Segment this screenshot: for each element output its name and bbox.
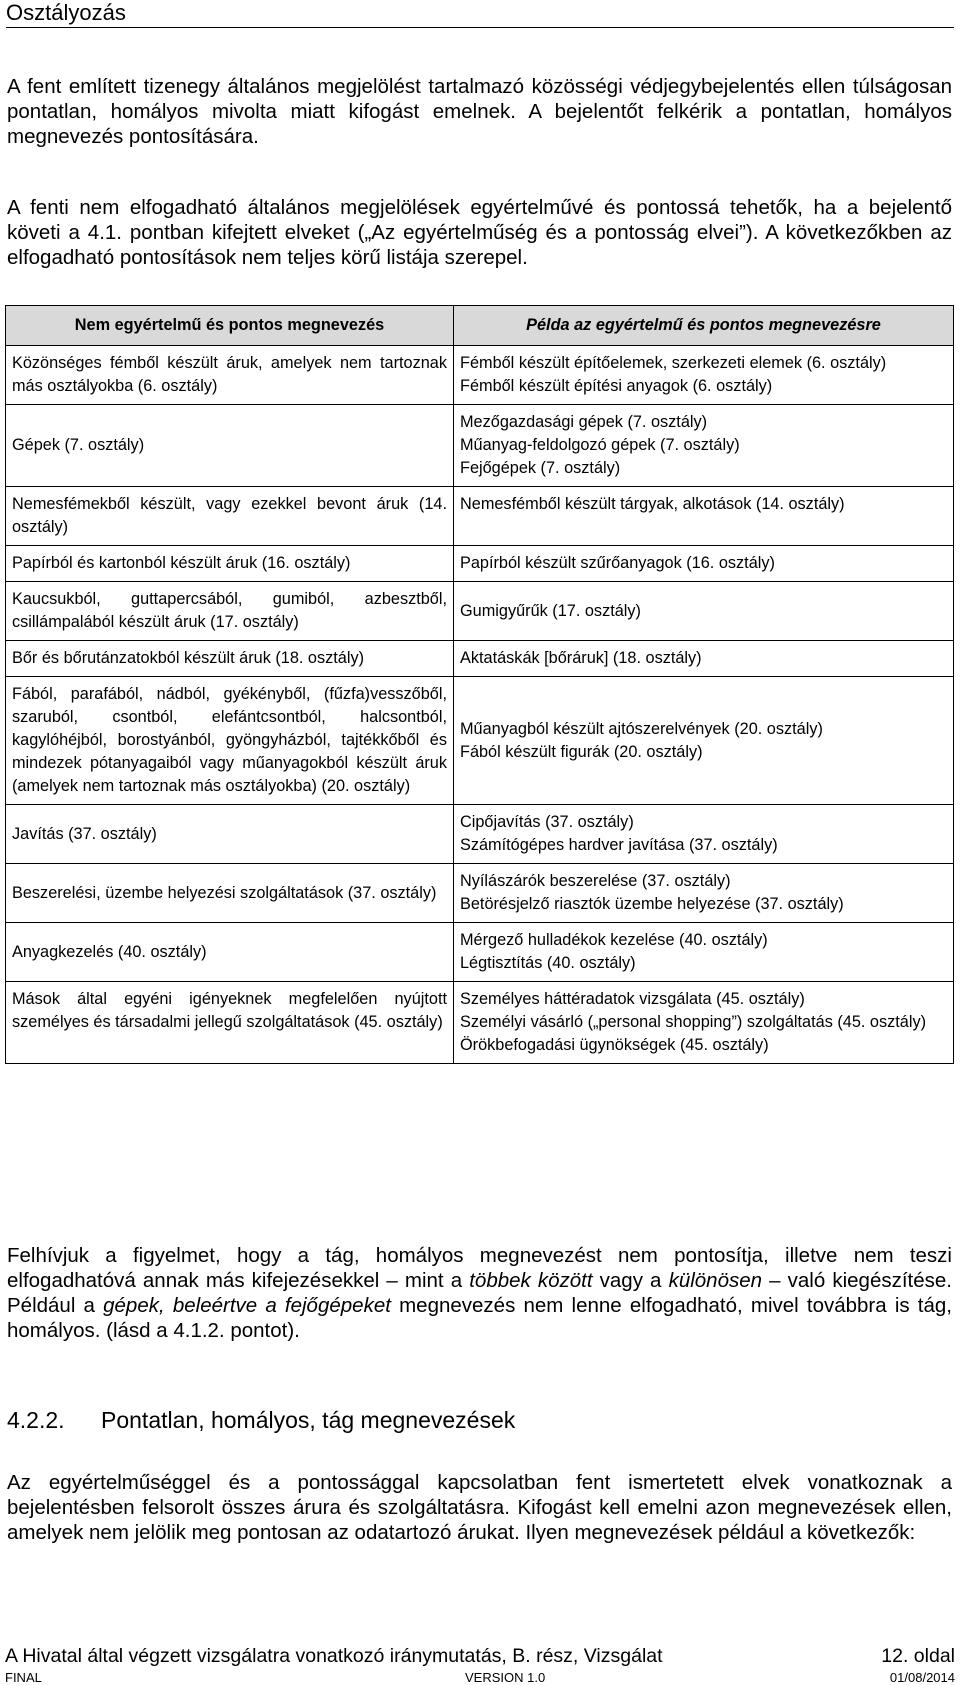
- header-precise-example: Példa az egyértelmű és pontos megnevezésre: [454, 306, 954, 346]
- row-term: Kaucsukból, guttapercsából, gumiból, azbesztből, csillámpalából készült áruk (17. osztály): [6, 582, 454, 641]
- intro-paragraph-1: A fent említett tizenegy általános megjelölést tartalmazó közösségi védjegybejelentés ellen túlságosan pontatlan, homályos mivolta miatt kifogást emelnek. A bejelentőt felkérik a pontatlan, homályos megnevezés pontosítására.: [7, 75, 952, 148]
- notice-text: megnevezés nem lenne elfogadható, mivel továbbra is tág, homályos. (lásd a 4.1.2. pontot).: [7, 1294, 952, 1342]
- notice-text: – való kiegészítése. Például a: [7, 1269, 952, 1317]
- row-term: Nemesfémekből készült, vagy ezekkel bevont áruk (14. osztály): [6, 487, 454, 546]
- intro-paragraph-2: A fenti nem elfogadható általános megjelölések egyértelművé és pontossá tehetők, ha a bejelentő követi a 4.1. pontban kifejtett elveket („Az egyértelműség és a pontosság elvei”). A következőkben az elfogadható pontosítások nem teljes körű listája szerepel.: [7, 196, 952, 269]
- footer-doc-title: A Hivatal által végzett vizsgálatra vonatkozó iránymutatás, B. rész, Vizsgálat: [5, 1645, 663, 1667]
- table-row: [6, 405, 954, 487]
- footer-version: VERSION 1.0: [465, 1670, 546, 1685]
- section-heading: [7, 1405, 515, 1435]
- row-examples: [454, 641, 954, 677]
- table-row: [6, 641, 954, 677]
- example-item: Fémből készült építőelemek, szerkezeti elemek (6. osztály): [460, 354, 887, 372]
- row-examples: [454, 923, 954, 982]
- table-row: [6, 677, 954, 805]
- row-examples: [454, 805, 954, 864]
- row-examples: [454, 546, 954, 582]
- example-item: Mezőgazdasági gépek (7. osztály): [460, 413, 708, 431]
- example-item: Cipőjavítás (37. osztály): [460, 813, 634, 831]
- header-title: Osztályozás: [6, 0, 126, 25]
- example-item: Légtisztítás (40. osztály): [460, 954, 636, 972]
- table-header-row: [6, 306, 954, 346]
- footer: [5, 1644, 955, 1668]
- example-item: Személyes háttéradatok vizsgálata (45. osztály): [460, 990, 805, 1008]
- example-item: Számítógépes hardver javítása (37. osztály): [460, 836, 778, 854]
- row-examples: [454, 487, 954, 546]
- row-examples: [454, 864, 954, 923]
- example-item: Személyi vásárló („personal shopping”) szolgáltatás (45. osztály): [460, 1013, 927, 1031]
- notice-emphasis: többek között: [469, 1269, 593, 1292]
- row-examples: [454, 677, 954, 805]
- footer-status: FINAL: [5, 1670, 42, 1685]
- row-examples: [454, 346, 954, 405]
- row-term: Anyagkezelés (40. osztály): [6, 923, 454, 982]
- section-number: 4.2.2.: [7, 1407, 65, 1433]
- row-term: Fából, parafából, nádból, gyékényből, (fűzfa)vesszőből, szaruból, csontból, elefántcsontból, halcsontból, kagylóhéjból, borostyánból, gyöngyházból, tajtékkőből és mindezek pótanyagaiból vagy műanyagokból készült áruk (amelyek nem tartoznak más osztályokba) (20. osztály): [6, 677, 454, 805]
- table-row: [6, 546, 954, 582]
- example-item: Örökbefogadási ügynökségek (45. osztály): [460, 1036, 769, 1054]
- example-item: Műanyagból készült ajtószerelvények (20. osztály): [460, 719, 823, 738]
- table-row: [6, 864, 954, 923]
- notice-text: Felhívjuk a figyelmet, hogy a tág, homályos megnevezést nem pontosítja, illetve nem teszi elfogadhatóvá annak más kifejezésekkel – mint a: [7, 1244, 952, 1292]
- section-paragraph: Az egyértelműséggel és a pontossággal kapcsolatban fent ismertetett elvek vonatkoznak a bejelentésben felsorolt összes árura és szolgáltatásra. Kifogást kell emelni azon megnevezések ellen, amelyek nem jelölik meg pontosan az odatartozó árukat. Ilyen megnevezések például a következők:: [7, 1471, 952, 1544]
- example-item: Gumigyűrűk (17. osztály): [460, 601, 641, 620]
- example-item: Betörésjelző riasztók üzembe helyezése (37. osztály): [460, 895, 844, 913]
- row-term: Gépek (7. osztály): [6, 405, 454, 487]
- table-row: [6, 487, 954, 546]
- page-header: [6, 0, 954, 28]
- notice-emphasis: különösen: [668, 1269, 763, 1292]
- table-row: [6, 982, 954, 1064]
- header-imprecise: Nem egyértelmű és pontos megnevezés: [6, 306, 454, 346]
- example-item: Fából készült figurák (20. osztály): [460, 742, 703, 761]
- example-item: Aktatáskák [bőráruk] (18. osztály): [460, 649, 702, 667]
- example-item: Nemesfémből készült tárgyak, alkotások (14. osztály): [460, 495, 845, 513]
- table-row: [6, 582, 954, 641]
- example-item: Fejőgépek (7. osztály): [460, 459, 621, 477]
- example-item: Papírból készült szűrőanyagok (16. osztály): [460, 554, 775, 572]
- example-item: Műanyag-feldolgozó gépek (7. osztály): [460, 436, 740, 454]
- row-term: Bőr és bőrutánzatokból készült áruk (18. osztály): [6, 641, 454, 677]
- table-row: [6, 346, 954, 405]
- row-examples: [454, 982, 954, 1064]
- notice-paragraph: [7, 1243, 952, 1343]
- row-term: Mások által egyéni igényeknek megfelelően nyújtott személyes és társadalmi jellegű szolgáltatások (45. osztály): [6, 982, 454, 1064]
- examples-table: [5, 305, 954, 1064]
- table-row: [6, 923, 954, 982]
- row-term: Papírból és kartonból készült áruk (16. osztály): [6, 546, 454, 582]
- row-term: Beszerelési, üzembe helyezési szolgáltatások (37. osztály): [6, 864, 454, 923]
- section-title: Pontatlan, homályos, tág megnevezések: [101, 1407, 516, 1433]
- notice-text: vagy a: [592, 1269, 669, 1292]
- example-item: Mérgező hulladékok kezelése (40. osztály): [460, 931, 768, 949]
- notice-emphasis: gépek, beleértve a fejőgépeket: [103, 1294, 391, 1317]
- table-row: [6, 805, 954, 864]
- row-examples: [454, 405, 954, 487]
- row-term: Javítás (37. osztály): [6, 805, 454, 864]
- example-item: Fémből készült építési anyagok (6. osztály): [460, 377, 773, 395]
- example-item: Nyílászárók beszerelése (37. osztály): [460, 872, 731, 890]
- row-term: Közönséges fémből készült áruk, amelyek nem tartoznak más osztályokba (6. osztály): [6, 346, 454, 405]
- footer-page-number: 12. oldal: [881, 1645, 955, 1667]
- footer-date: 01/08/2014: [889, 1670, 955, 1685]
- row-examples: [454, 582, 954, 641]
